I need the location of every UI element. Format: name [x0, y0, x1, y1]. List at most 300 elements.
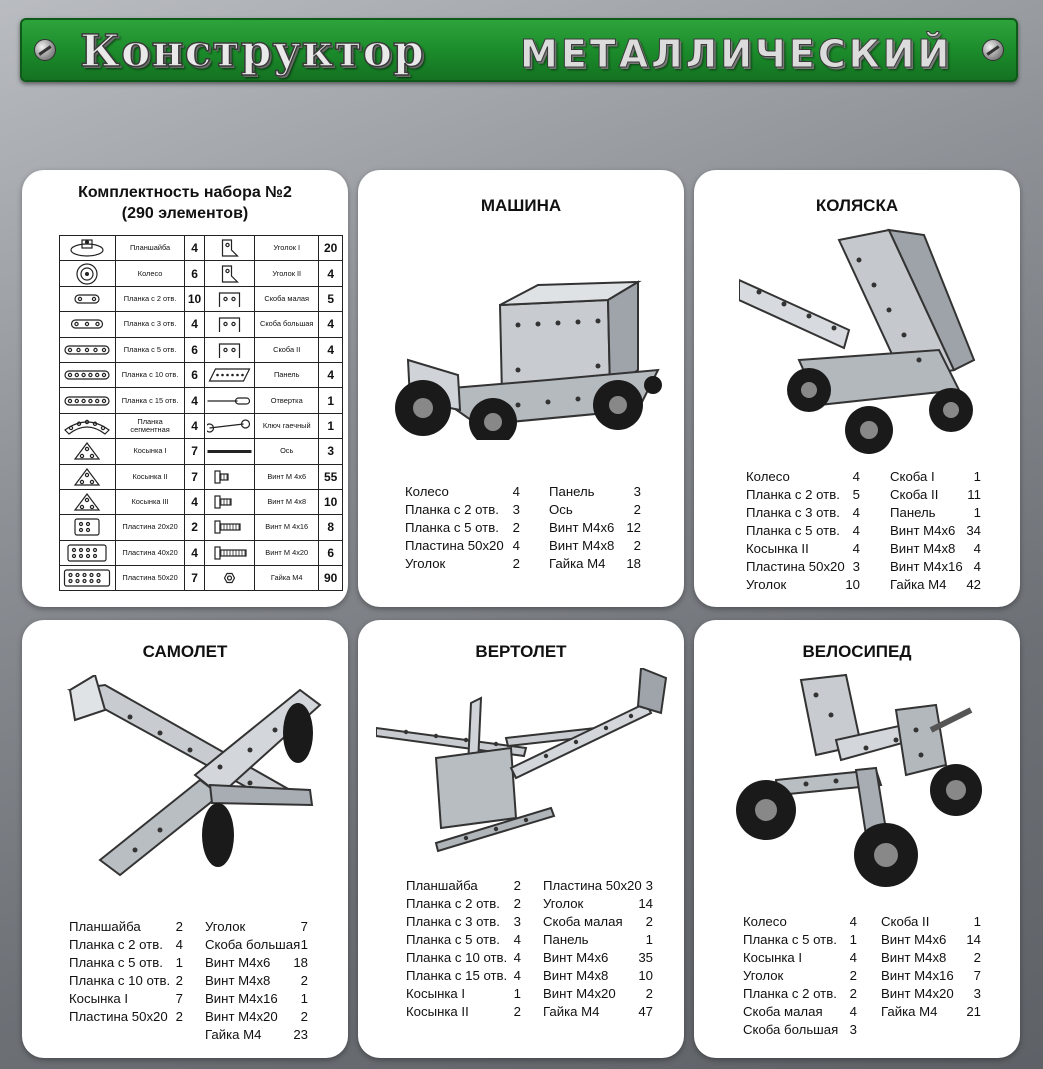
screw-icon	[34, 39, 56, 61]
nut-m4-icon	[204, 566, 254, 591]
segment-strip-icon	[60, 413, 116, 438]
part-name: Планка с 5 отв.	[115, 337, 185, 362]
inventory-row	[60, 312, 343, 337]
part-row	[69, 1008, 183, 1026]
parts-list-col1	[405, 483, 520, 573]
part-quantity: 14	[966, 932, 981, 947]
part-name: Скоба II	[255, 337, 319, 362]
part-quantity: 90	[319, 566, 343, 591]
strip-5-holes-icon	[60, 337, 116, 362]
part-quantity: 7	[185, 464, 204, 489]
part-name: Отвертка	[255, 388, 319, 413]
part-row	[205, 1008, 308, 1026]
part-row	[205, 918, 308, 936]
part-name: Гайка М4	[543, 1004, 600, 1019]
part-quantity: 4	[319, 362, 343, 387]
model-card-carriage	[694, 170, 1020, 607]
part-name: Планка с 3 отв.	[406, 914, 500, 929]
bicycle-model-illustration	[736, 670, 996, 895]
part-quantity: 4	[185, 489, 204, 514]
part-name: Скоба II	[881, 914, 930, 929]
model-title: КОЛЯСКА	[815, 196, 899, 215]
part-quantity: 4	[319, 337, 343, 362]
part-name: Косынка I	[743, 950, 803, 965]
part-quantity: 2	[513, 1004, 521, 1019]
part-row	[406, 1003, 521, 1021]
model-title: МАШИНА	[480, 196, 562, 215]
screw-m4x8-icon	[204, 489, 254, 514]
part-name: Винт М 4х8	[255, 489, 319, 514]
strip-2-holes-icon	[60, 286, 116, 311]
part-name: Пластина 40х20	[115, 540, 185, 565]
part-quantity: 4	[852, 541, 860, 556]
inventory-row	[60, 236, 343, 261]
part-quantity: 1	[513, 986, 521, 1001]
part-name: Уголок	[543, 896, 584, 911]
part-quantity: 18	[626, 556, 641, 571]
part-name: Колесо	[746, 469, 790, 484]
part-name: Планка с 3 отв.	[115, 312, 185, 337]
part-name: Винт М4х6	[205, 955, 271, 970]
part-name: Планка с 2 отв.	[746, 487, 840, 502]
part-row	[890, 486, 981, 504]
part-quantity: 42	[966, 577, 981, 592]
parts-list-col1	[746, 468, 860, 594]
part-name: Винт М4х20	[881, 986, 954, 1001]
part-quantity: 7	[973, 968, 981, 983]
part-name: Гайка М4	[890, 577, 947, 592]
part-quantity: 3	[513, 914, 521, 929]
part-row	[881, 985, 981, 1003]
part-quantity: 7	[175, 991, 183, 1006]
wheel-icon	[60, 261, 116, 286]
part-quantity: 2	[973, 950, 981, 965]
bracket-ii-icon	[204, 337, 254, 362]
part-row	[746, 504, 860, 522]
part-quantity: 2	[645, 914, 653, 929]
part-quantity: 10	[638, 968, 653, 983]
inventory-row	[60, 439, 343, 464]
panel-icon	[204, 362, 254, 387]
part-name: Планка с 2 отв.	[743, 986, 837, 1001]
part-name: Планшайба	[115, 236, 185, 261]
part-row	[69, 954, 183, 972]
part-quantity: 6	[185, 337, 204, 362]
part-quantity: 7	[300, 919, 308, 934]
part-quantity: 2	[849, 986, 857, 1001]
plate-20x20-icon	[60, 515, 116, 540]
part-name: Винт М4х8	[549, 538, 615, 553]
part-quantity: 7	[185, 566, 204, 591]
part-name: Винт М4х6	[543, 950, 609, 965]
part-row	[743, 931, 857, 949]
part-quantity: 4	[319, 312, 343, 337]
part-row	[881, 967, 981, 985]
part-row	[890, 576, 981, 594]
part-quantity: 2	[300, 1009, 308, 1024]
part-quantity: 10	[185, 286, 204, 311]
part-row	[406, 895, 521, 913]
part-quantity: 4	[319, 261, 343, 286]
part-name: Колесо	[115, 261, 185, 286]
part-quantity: 3	[319, 439, 343, 464]
part-name: Скоба малая	[543, 914, 623, 929]
part-row	[406, 949, 521, 967]
inventory-row	[60, 261, 343, 286]
part-name: Винт М4х16	[890, 559, 963, 574]
part-quantity: 12	[626, 520, 641, 535]
part-row	[549, 537, 641, 555]
part-row	[406, 967, 521, 985]
part-quantity: 4	[973, 559, 981, 574]
inventory-row	[60, 337, 343, 362]
helicopter-model-illustration	[376, 668, 676, 863]
axle-icon	[204, 439, 254, 464]
part-quantity: 4	[512, 538, 520, 553]
part-name: Скоба большая	[205, 937, 301, 952]
part-name: Винт М4х16	[205, 991, 278, 1006]
part-name: Планка с 15 отв.	[406, 968, 508, 983]
parts-list-col2	[205, 918, 308, 1044]
parts-list-col2	[881, 913, 981, 1021]
part-row	[543, 931, 653, 949]
part-quantity: 2	[633, 502, 641, 517]
part-name: Винт М4х20	[205, 1009, 278, 1024]
part-quantity: 2	[185, 515, 204, 540]
part-name: Колесо	[743, 914, 787, 929]
part-name: Косынка II	[115, 464, 185, 489]
part-quantity: 2	[633, 538, 641, 553]
part-row	[881, 949, 981, 967]
parts-list-col2	[549, 483, 641, 573]
part-quantity: 2	[513, 896, 521, 911]
part-quantity: 3	[852, 559, 860, 574]
part-name: Колесо	[405, 484, 449, 499]
part-row	[746, 558, 860, 576]
part-row	[405, 501, 520, 519]
part-quantity: 1	[319, 388, 343, 413]
part-quantity: 4	[185, 413, 204, 438]
part-quantity: 35	[638, 950, 653, 965]
part-row	[890, 540, 981, 558]
part-name: Скоба II	[890, 487, 939, 502]
parts-list-col2	[890, 468, 981, 594]
part-name: Пластина 50х20	[405, 538, 504, 553]
part-name: Гайка М4	[255, 566, 319, 591]
part-name: Уголок	[205, 919, 246, 934]
part-quantity: 4	[852, 523, 860, 538]
part-quantity: 4	[185, 312, 204, 337]
parts-list-col1	[69, 918, 183, 1026]
part-row	[205, 936, 308, 954]
part-name: Косынка II	[746, 541, 809, 556]
part-row	[743, 949, 857, 967]
part-name: Планка с 10 отв.	[69, 973, 171, 988]
part-name: Панель	[549, 484, 595, 499]
part-row	[890, 504, 981, 522]
part-quantity: 1	[973, 505, 981, 520]
parts-list-col2	[543, 877, 653, 1021]
part-name: Ось	[549, 502, 573, 517]
inventory-title-line2: (290 элементов)	[121, 205, 249, 222]
small-bracket-icon	[204, 286, 254, 311]
parts-list-col1	[406, 877, 521, 1021]
part-quantity: 1	[973, 469, 981, 484]
screw-icon	[982, 39, 1004, 61]
strip-10-holes-icon	[60, 362, 116, 387]
part-quantity: 2	[300, 973, 308, 988]
part-row	[890, 468, 981, 486]
plate-40x20-icon	[60, 540, 116, 565]
part-row	[406, 985, 521, 1003]
part-row	[743, 1021, 857, 1039]
part-name: Планка с 5 отв.	[746, 523, 840, 538]
part-name: Косынка III	[115, 489, 185, 514]
part-name: Планка с 15 отв.	[115, 388, 185, 413]
part-quantity: 7	[185, 439, 204, 464]
part-row	[743, 985, 857, 1003]
part-row	[746, 468, 860, 486]
angle-ii-icon	[204, 261, 254, 286]
part-name: Скоба большая	[255, 312, 319, 337]
part-quantity: 10	[845, 577, 860, 592]
part-name: Винт М 4х20	[255, 540, 319, 565]
inventory-row	[60, 566, 343, 591]
part-name: Винт М4х8	[205, 973, 271, 988]
part-quantity: 34	[966, 523, 981, 538]
part-name: Скоба малая	[743, 1004, 823, 1019]
part-row	[205, 1026, 308, 1044]
part-name: Уголок	[405, 556, 446, 571]
part-name: Косынка I	[406, 986, 466, 1001]
part-name: Винт М4х6	[549, 520, 615, 535]
part-row	[406, 931, 521, 949]
model-title: ВЕРТОЛЕТ	[475, 642, 567, 661]
part-name: Гайка М4	[205, 1027, 262, 1042]
part-row	[205, 954, 308, 972]
part-quantity: 6	[185, 362, 204, 387]
wrench-icon	[204, 413, 254, 438]
part-name: Панель	[543, 932, 589, 947]
inventory-card	[22, 170, 348, 607]
part-row	[543, 895, 653, 913]
part-quantity: 2	[175, 973, 183, 988]
part-quantity: 1	[849, 932, 857, 947]
part-quantity: 4	[849, 1004, 857, 1019]
part-quantity: 11	[967, 487, 981, 502]
part-row	[549, 483, 641, 501]
part-quantity: 18	[293, 955, 308, 970]
inventory-title	[22, 182, 348, 224]
part-name: Скоба I	[890, 469, 935, 484]
part-quantity: 1	[300, 991, 308, 1006]
model-card-helicopter	[358, 620, 684, 1058]
part-quantity: 1	[300, 937, 308, 952]
part-quantity: 3	[512, 502, 520, 517]
part-name: Винт М 4х6	[255, 464, 319, 489]
part-quantity: 2	[175, 919, 183, 934]
part-quantity: 4	[849, 914, 857, 929]
part-row	[405, 519, 520, 537]
part-row	[549, 519, 641, 537]
part-row	[69, 936, 183, 954]
model-card-car	[358, 170, 684, 607]
part-row	[746, 540, 860, 558]
part-quantity: 2	[849, 968, 857, 983]
inventory-table	[59, 235, 343, 591]
part-row	[549, 501, 641, 519]
header-banner	[20, 18, 1018, 82]
plate-50x20-icon	[60, 566, 116, 591]
part-row	[405, 555, 520, 573]
part-name: Планка с 2 отв.	[69, 937, 163, 952]
part-quantity: 4	[513, 932, 521, 947]
part-quantity: 21	[966, 1004, 981, 1019]
part-row	[549, 555, 641, 573]
gusset-iii-icon	[60, 489, 116, 514]
part-name: Косынка II	[406, 1004, 469, 1019]
part-name: Пластина 20х20	[115, 515, 185, 540]
part-name: Пластина 50х20	[115, 566, 185, 591]
part-name: Уголок	[743, 968, 784, 983]
banner-subtitle: МЕТАЛЛИЧЕСКИЙ	[520, 32, 953, 76]
model-card-plane	[22, 620, 348, 1058]
part-quantity: 1	[175, 955, 183, 970]
part-row	[890, 522, 981, 540]
part-row	[543, 877, 653, 895]
part-row	[69, 990, 183, 1008]
part-quantity: 5	[852, 487, 860, 502]
part-quantity: 4	[185, 540, 204, 565]
screw-m4x20-icon	[204, 540, 254, 565]
part-name: Винт М4х16	[881, 968, 954, 983]
part-row	[405, 537, 520, 555]
part-name: Уголок	[746, 577, 787, 592]
part-row	[743, 1003, 857, 1021]
banner-title: Конструктор	[80, 26, 425, 77]
part-name: Планка с 3 отв.	[746, 505, 840, 520]
part-row	[69, 972, 183, 990]
inventory-row	[60, 515, 343, 540]
part-name: Панель	[890, 505, 936, 520]
part-name: Гайка М4	[549, 556, 606, 571]
part-row	[743, 967, 857, 985]
part-row	[890, 558, 981, 576]
part-name: Винт М 4х16	[255, 515, 319, 540]
part-quantity: 4	[852, 505, 860, 520]
part-quantity: 4	[513, 950, 521, 965]
part-name: Винт М4х6	[881, 932, 947, 947]
model-title: САМОЛЕТ	[142, 642, 228, 661]
part-quantity: 3	[849, 1022, 857, 1037]
part-quantity: 4	[852, 469, 860, 484]
part-row	[543, 985, 653, 1003]
part-name: Винт М4х20	[543, 986, 616, 1001]
inventory-row	[60, 489, 343, 514]
large-bracket-icon	[204, 312, 254, 337]
inventory-row	[60, 388, 343, 413]
part-name: Косынка I	[69, 991, 129, 1006]
part-name: Планка с 2 отв.	[115, 286, 185, 311]
part-name: Планка с 5 отв.	[405, 520, 499, 535]
part-quantity: 55	[319, 464, 343, 489]
model-title: ВЕЛОСИПЕД	[802, 642, 912, 661]
part-name: Пластина 50х20	[746, 559, 845, 574]
part-quantity: 3	[973, 986, 981, 1001]
part-quantity: 2	[175, 1009, 183, 1024]
part-name: Скоба большая	[743, 1022, 839, 1037]
washer-plate-icon	[60, 236, 116, 261]
screw-m4x6-icon	[204, 464, 254, 489]
part-row	[543, 913, 653, 931]
part-row	[405, 483, 520, 501]
part-quantity: 2	[513, 878, 521, 893]
screwdriver-icon	[204, 388, 254, 413]
part-quantity: 1	[645, 932, 653, 947]
part-row	[205, 990, 308, 1008]
part-quantity: 3	[633, 484, 641, 499]
part-row	[743, 913, 857, 931]
part-quantity: 6	[319, 540, 343, 565]
gusset-ii-icon	[60, 464, 116, 489]
part-name: Ключ гаечный	[255, 413, 319, 438]
model-card-bicycle	[694, 620, 1020, 1058]
part-quantity: 4	[185, 236, 204, 261]
part-row	[69, 918, 183, 936]
part-row	[746, 522, 860, 540]
part-row	[881, 913, 981, 931]
gusset-i-icon	[60, 439, 116, 464]
part-name: Уголок II	[255, 261, 319, 286]
part-quantity: 4	[175, 937, 183, 952]
inventory-row	[60, 540, 343, 565]
inventory-title-line1: Комплектность набора №2	[78, 184, 292, 201]
part-quantity: 4	[512, 484, 520, 499]
screw-m4x16-icon	[204, 515, 254, 540]
part-name: Гайка М4	[881, 1004, 938, 1019]
part-name: Винт М4х6	[890, 523, 956, 538]
part-name: Планка с 2 отв.	[405, 502, 499, 517]
part-quantity: 20	[319, 236, 343, 261]
part-quantity: 2	[645, 986, 653, 1001]
inventory-row	[60, 286, 343, 311]
part-row	[406, 913, 521, 931]
part-name: Планка с 5 отв.	[406, 932, 500, 947]
part-name: Скоба малая	[255, 286, 319, 311]
part-quantity: 1	[973, 914, 981, 929]
part-row	[543, 949, 653, 967]
part-name: Ось	[255, 439, 319, 464]
part-quantity: 4	[973, 541, 981, 556]
part-name: Пластина 50х20	[543, 878, 642, 893]
part-quantity: 4	[849, 950, 857, 965]
part-quantity: 4	[513, 968, 521, 983]
part-name: Планка с 5 отв.	[69, 955, 163, 970]
part-row	[543, 967, 653, 985]
part-row	[746, 576, 860, 594]
strip-15-holes-icon	[60, 388, 116, 413]
inventory-row	[60, 464, 343, 489]
angle-i-icon	[204, 236, 254, 261]
part-name: Винт М4х8	[881, 950, 947, 965]
part-quantity: 2	[512, 520, 520, 535]
part-name: Планшайба	[406, 878, 478, 893]
part-quantity: 6	[185, 261, 204, 286]
plane-model-illustration	[50, 675, 330, 885]
part-name: Планка с 10 отв.	[115, 362, 185, 387]
part-row	[205, 972, 308, 990]
part-name: Косынка I	[115, 439, 185, 464]
